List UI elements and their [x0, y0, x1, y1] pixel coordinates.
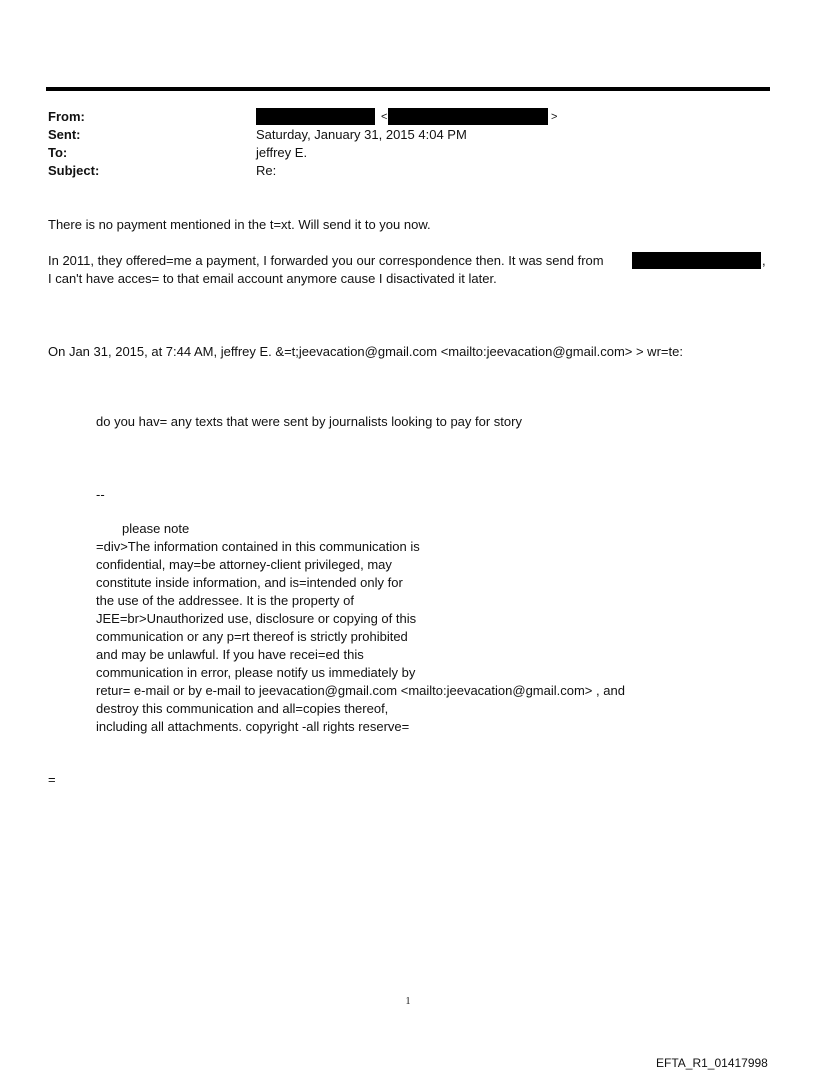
from-open-bracket: <	[381, 111, 388, 123]
quote-intro: On Jan 31, 2015, at 7:44 AM, jeffrey E. &=t;jeevacation@gmail.com <mailto:jeevacation@gmail.com> > wr=te:	[48, 344, 683, 359]
subject-label: Subject:	[48, 163, 100, 178]
trailing-equals: =	[48, 772, 56, 787]
please-note: please note	[122, 521, 190, 536]
quoted-question: do you hav= any texts that were sent by journalists looking to pay for story	[96, 414, 522, 429]
from-label: From:	[48, 109, 85, 124]
subject-value: Re:	[256, 163, 277, 178]
page-number: 1	[405, 996, 411, 1007]
sent-value: Saturday, January 31, 2015 4:04 PM	[256, 127, 467, 142]
sent-label: Sent:	[48, 127, 81, 142]
disclaimer-line: and may be unlawful. If you have recei=ed this	[96, 647, 364, 662]
disclaimer-line: retur= e-mail or by e-mail to jeevacation@gmail.com <mailto:jeevacation@gmail.com> , and	[96, 683, 625, 698]
to-value: jeffrey E.	[256, 145, 308, 160]
from-close-bracket: >	[551, 111, 558, 123]
document-id: EFTA_R1_01417998	[656, 1056, 768, 1070]
disclaimer-line: communication in error, please notify us immediately by	[96, 665, 416, 680]
redacted-sender-name	[256, 108, 375, 125]
disclaimer-line: JEE=br>Unauthorized use, disclosure or copying of this	[96, 611, 417, 626]
disclaimer-line: the use of the addressee. It is the property of	[96, 593, 354, 608]
to-label: To:	[48, 145, 68, 160]
disclaimer-line: =div>The information contained in this communication is	[96, 539, 420, 554]
redacted-sender-email	[388, 108, 548, 125]
disclaimer-line: communication or any p=rt thereof is strictly prohibited	[96, 629, 408, 644]
disclaimer-line: constitute inside information, and is=intended only for	[96, 575, 403, 590]
disclaimer-line: destroy this communication and all=copies thereof,	[96, 701, 389, 716]
body-line-3: I can't have acces= to that email account anymore cause I disactivated it later.	[48, 271, 497, 286]
header-rule	[46, 87, 770, 91]
body-line-2: In 2011, they offered=me a payment, I forwarded you our correspondence then. It was send from	[48, 253, 604, 268]
body-line-1: There is no payment mentioned in the t=xt. Will send it to you now.	[48, 217, 431, 232]
redacted-email-address	[632, 252, 761, 269]
disclaimer-line: confidential, may=be attorney-client privileged, may	[96, 557, 392, 572]
signature-separator: --	[96, 487, 105, 502]
body-line-2-comma: ,	[762, 253, 766, 268]
disclaimer-line: including all attachments. copyright -all rights reserve=	[96, 719, 410, 734]
